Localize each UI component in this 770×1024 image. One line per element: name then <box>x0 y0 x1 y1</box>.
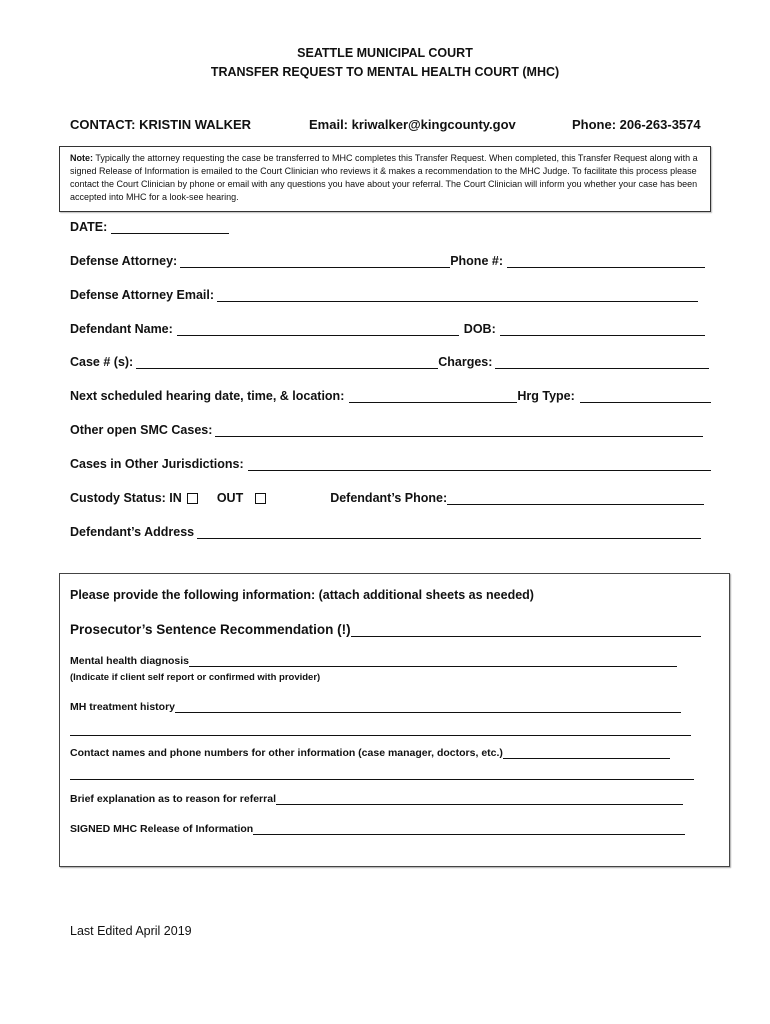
dob-field[interactable] <box>500 322 705 336</box>
treatment-field-line-2[interactable] <box>70 735 691 736</box>
contacts-field-line-2[interactable] <box>70 779 694 780</box>
release-field[interactable] <box>253 823 685 835</box>
hrg-type-field[interactable] <box>580 389 711 403</box>
court-name: SEATTLE MUNICIPAL COURT <box>297 46 473 60</box>
reason-label: Brief explanation as to reason for referral <box>70 793 276 805</box>
defense-attorney-row <box>70 250 705 268</box>
diagnosis-note: (Indicate if client self report or confirmed with provider) <box>70 672 321 683</box>
treatment-field[interactable] <box>175 701 681 713</box>
charges-field[interactable] <box>495 355 709 369</box>
reason-field[interactable] <box>276 793 683 805</box>
case-row <box>70 351 709 369</box>
next-hearing-row <box>70 385 711 403</box>
defendant-name-row <box>70 318 705 336</box>
custody-status-label: Custody Status: IN <box>70 491 182 505</box>
defense-attorney-field[interactable] <box>180 254 450 268</box>
defendant-address-label: Defendant’s Address <box>70 525 195 539</box>
diagnosis-row <box>70 655 677 667</box>
case-label: Case # (s): <box>70 355 134 369</box>
info-heading: Please provide the following information: (attach additional sheets as needed) <box>70 588 534 602</box>
treatment-row <box>70 701 681 713</box>
custody-in-checkbox[interactable] <box>187 493 198 504</box>
defendant-phone-field[interactable] <box>447 491 704 505</box>
treatment-label: MH treatment history <box>70 701 176 713</box>
contact-name: CONTACT: KRISTIN WALKER <box>70 117 252 132</box>
note-box <box>59 146 711 212</box>
dob-label: DOB: <box>463 322 496 336</box>
contacts-row <box>70 747 670 759</box>
prosecutor-row <box>70 622 701 637</box>
prosecutor-field[interactable] <box>351 622 701 637</box>
defense-email-label: Defense Attorney Email: <box>70 288 215 302</box>
contacts-field[interactable] <box>503 747 670 759</box>
defendant-name-field[interactable] <box>177 322 459 336</box>
phone-label: Phone #: <box>450 254 503 268</box>
prosecutor-label: Prosecutor’s Sentence Recommendation (!) <box>70 622 351 637</box>
other-smc-field[interactable] <box>215 423 703 437</box>
defendant-name-label: Defendant Name: <box>70 322 173 336</box>
last-edited: Last Edited April 2019 <box>70 924 192 938</box>
other-smc-row <box>70 419 703 437</box>
date-label: DATE: <box>70 220 108 234</box>
case-field[interactable] <box>136 355 438 369</box>
contacts-label: Contact names and phone numbers for other information (case manager, doctors, etc.) <box>70 747 503 759</box>
custody-out-label: OUT <box>216 491 244 505</box>
reason-row <box>70 793 683 805</box>
hrg-type-label: Hrg Type: <box>517 389 575 403</box>
other-jurisdictions-field[interactable] <box>248 457 711 471</box>
custody-row <box>70 487 704 505</box>
date-row <box>70 216 229 234</box>
defendant-address-row <box>70 521 701 539</box>
note-body: Typically the attorney requesting the case be transferred to MHC completes this Transfer Request. When completed, this Transfer Request along with a signed Release of Information is emailed to the Court Clinician who reviews it & makes a recommendation to the MHC Judge. To facilitate this process please contact the Court Clinician by phone or email with any questions you have about your referral. The Court Clinician will inform you whether your case has been accepted into MHC for a look-see hearing. <box>70 153 698 202</box>
contact-email: Email: kriwalker@kingcounty.gov <box>309 117 516 132</box>
note-label: Note: <box>70 153 93 163</box>
other-jurisdictions-label: Cases in Other Jurisdictions: <box>70 457 244 471</box>
defense-attorney-label: Defense Attorney: <box>70 254 178 268</box>
defendant-address-field[interactable] <box>197 525 701 539</box>
attorney-phone-field[interactable] <box>507 254 705 268</box>
form-title: TRANSFER REQUEST TO MENTAL HEALTH COURT (MHC) <box>210 65 560 79</box>
next-hearing-field[interactable] <box>349 389 517 403</box>
defense-email-field[interactable] <box>217 288 698 302</box>
contact-phone: Phone: 206-263-3574 <box>572 117 701 132</box>
defense-email-row <box>70 284 698 302</box>
other-smc-label: Other open SMC Cases: <box>70 423 213 437</box>
charges-label: Charges: <box>438 355 493 369</box>
release-row <box>70 823 685 835</box>
diagnosis-field[interactable] <box>189 655 677 667</box>
other-jurisdictions-row <box>70 453 711 471</box>
note-text <box>70 152 702 204</box>
release-label: SIGNED MHC Release of Information <box>70 823 254 835</box>
custody-out-checkbox[interactable] <box>255 493 266 504</box>
date-field[interactable] <box>111 220 229 234</box>
defendant-phone-label: Defendant’s Phone: <box>330 491 448 505</box>
diagnosis-label: Mental health diagnosis <box>70 655 190 667</box>
next-hearing-label: Next scheduled hearing date, time, & location: <box>70 389 345 403</box>
